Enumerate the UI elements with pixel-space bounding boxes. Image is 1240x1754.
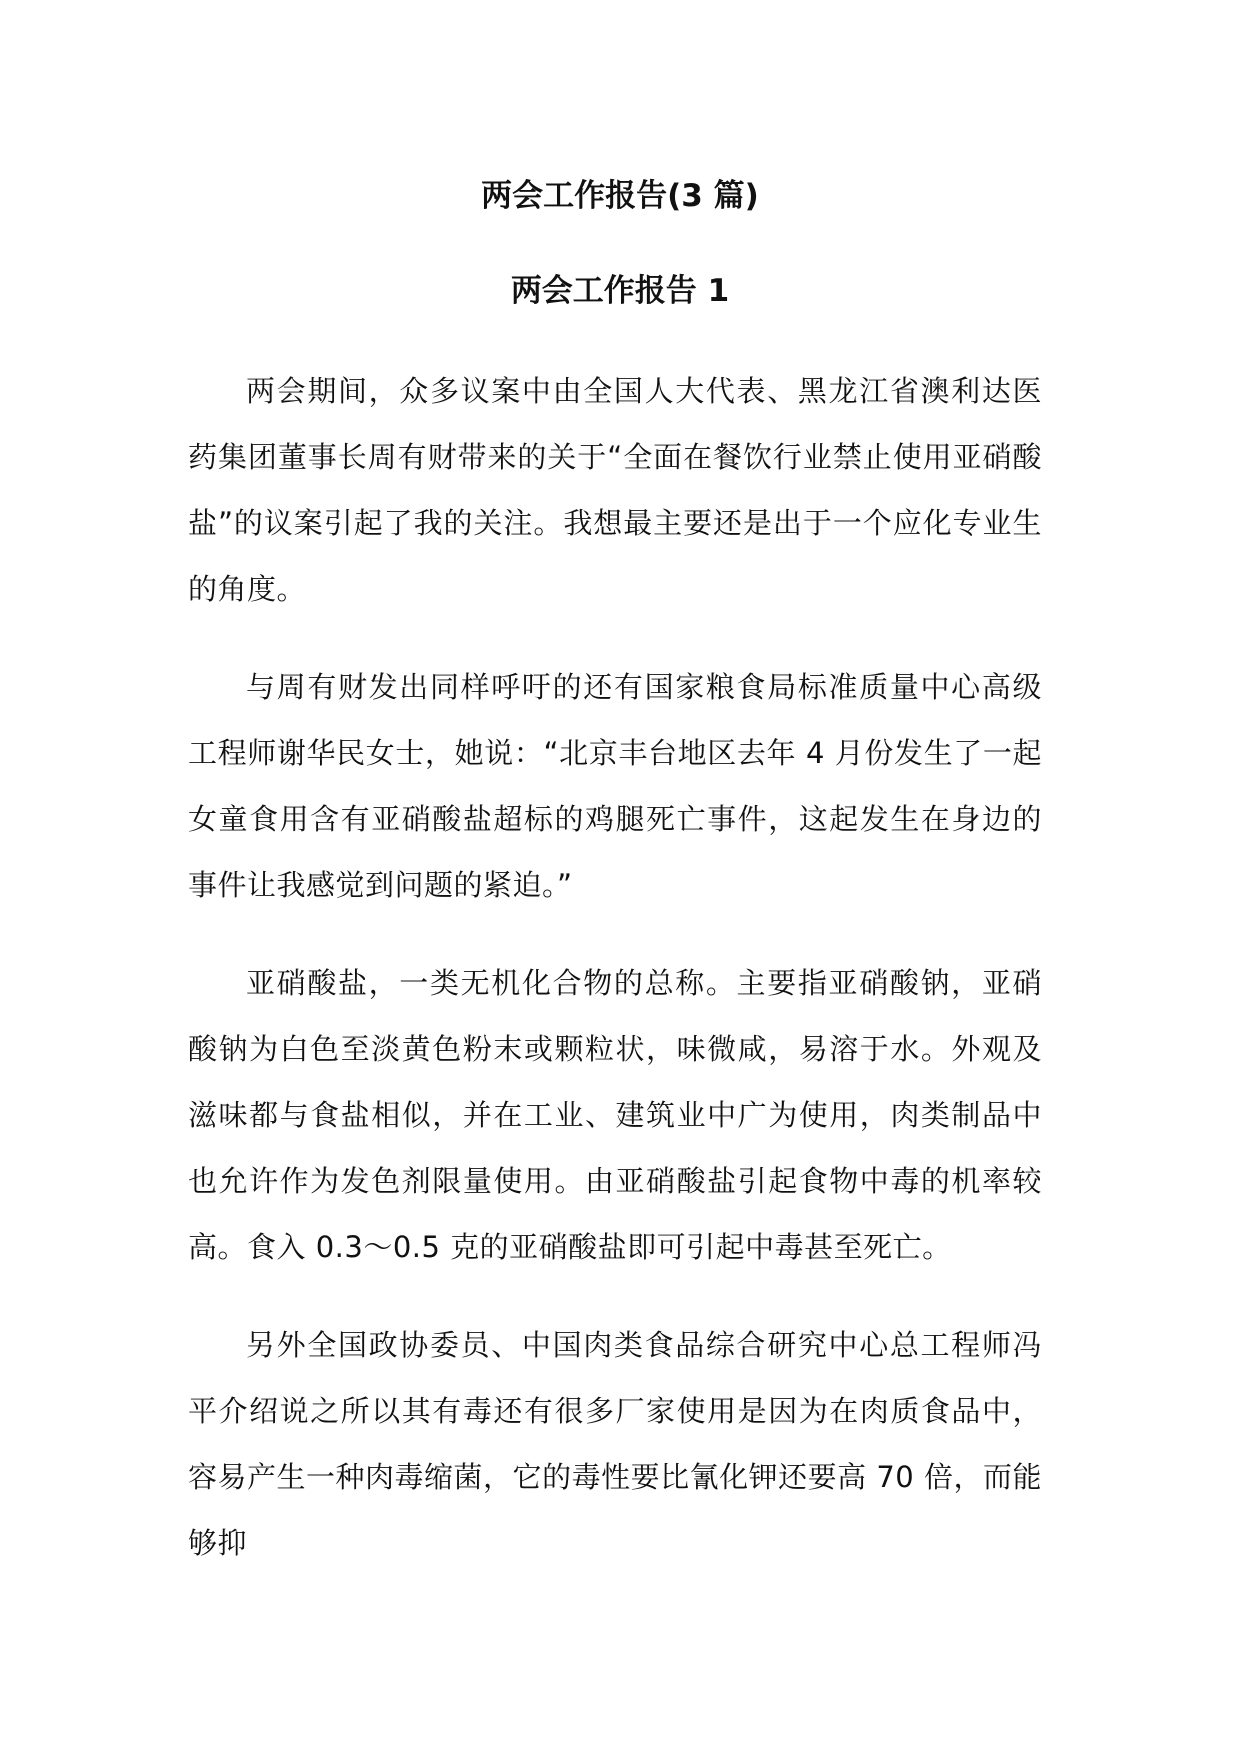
paragraph-3: 亚硝酸盐，一类无机化合物的总称。主要指亚硝酸钠，亚硝酸钠为白色至淡黄色粉末或颗粒状，味微咸，易溶于水。外观及滋味都与食盐相似，并在工业、建筑业中广为使用，肉类制品中也允许作为发色剂限量使用。由亚硝酸盐引起食物中毒的机率较高。食入 0.3～0.5 克的亚硝酸盐即可引起中毒甚至死亡。 (188, 966, 1042, 1264)
paragraph-1: 两会期间，众多议案中由全国人大代表、黑龙江省澳利达医药集团董事长周有财带来的关于“全面在餐饮行业禁止使用亚硝酸盐”的议案引起了我的关注。我想最主要还是出于一个应化专业生的角度。 (188, 374, 1042, 606)
paragraph-4: 另外全国政协委员、中国肉类食品综合研究中心总工程师冯平介绍说之所以其有毒还有很多厂家使用是因为在肉质食品中，容易产生一种肉毒缩菌，它的毒性要比氰化钾还要高 70 倍，而能够抑 (188, 1328, 1042, 1560)
paragraph-2: 与周有财发出同样呼吁的还有国家粮食局标准质量中心高级工程师谢华民女士，她说：“北京丰台地区去年 4 月份发生了一起女童食用含有亚硝酸盐超标的鸡腿死亡事件，这起发生在身边的事件让我感觉到问题的紧迫。” (188, 670, 1042, 902)
document-body (188, 358, 1042, 1608)
document-title: 两会工作报告(3 篇) (481, 178, 759, 214)
section-title: 两会工作报告 1 (510, 273, 730, 309)
